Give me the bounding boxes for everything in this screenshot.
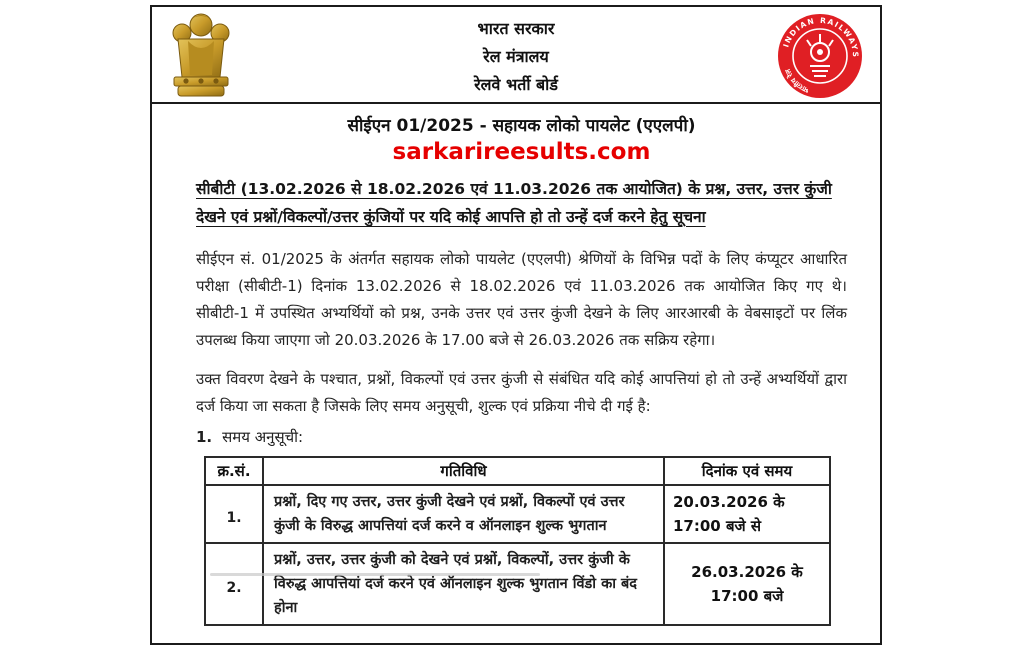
- government-header: [152, 7, 880, 104]
- schedule-table: [204, 456, 831, 626]
- notice-title: सीईएन 01/2025 - सहायक लोको पायलेट (एएलपी): [347, 116, 696, 136]
- column-header-activity: गतिविधि: [263, 457, 664, 485]
- datetime-cell: 26.03.2026 के 17:00 बजे: [664, 543, 830, 625]
- gov-line-bharat-sarkar: भारत सरकार: [477, 19, 555, 38]
- notice-body: [152, 104, 880, 626]
- document-page: [150, 5, 882, 645]
- table-header-row: [205, 457, 830, 485]
- ministry-titles: [152, 15, 880, 99]
- railways-logo-text-hi: भारतीय रेल: [783, 67, 811, 95]
- serial-cell: 1.: [205, 485, 263, 543]
- paragraph-2: उक्त विवरण देखने के पश्चात, प्रश्नों, विकल्पों एवं उत्तर कुंजी से संबंधित यदि कोई आपत्तियां हो तो उन्हें अभ्यर्थियों द्वारा दर्ज किया जा सकता है जिसके लिए समय अनुसूची, शुल्क एवं प्रक्रिया नीचे दी गई है:: [196, 370, 847, 415]
- activity-cell: प्रश्नों, उत्तर, उत्तर कुंजी को देखने एवं प्रश्नों, विकल्पों, उत्तर कुंजी के विरुद्ध आपत्तियां दर्ज करने एवं ऑनलाइन शुल्क भुगतान विंडो का बंद होना: [263, 543, 664, 625]
- schedule-list-number: 1.: [196, 428, 213, 446]
- subject-line-2: देखने एवं प्रश्नों/विकल्पों/उत्तर कुंजियों पर यदि कोई आपत्ति हो तो उन्हें दर्ज करने हेतु सूचना: [196, 208, 706, 226]
- table-row: [205, 485, 830, 543]
- watermark-site-text: sarkarireesults.com: [392, 139, 651, 165]
- datetime-cell: 20.03.2026 के 17:00 बजे से: [664, 485, 830, 543]
- column-header-serial: क्र.सं.: [205, 457, 263, 485]
- railways-logo-text-en: INDIAN RAILWAYS: [781, 15, 861, 59]
- schedule-list-item: [196, 427, 847, 447]
- gov-line-railway-board: रेलवे भर्ती बोर्ड: [474, 75, 558, 94]
- subject-heading: [196, 175, 847, 231]
- activity-cell: प्रश्नों, दिए गए उत्तर, उत्तर कुंजी देखने एवं प्रश्नों, विकल्पों एवं उत्तर कुंजी के विरुद्ध आपत्तियां दर्ज करने व ऑनलाइन शुल्क भुगतान: [263, 485, 664, 543]
- serial-cell: 2.: [205, 543, 263, 625]
- schedule-list-label: समय अनुसूची:: [222, 428, 304, 446]
- indian-railways-logo-icon: [774, 10, 866, 102]
- table-row: [205, 543, 830, 625]
- subject-line-1: सीबीटी (13.02.2026 से 18.02.2026 एवं 11.03.2026 तक आयोजित) के प्रश्न, उत्तर, उत्तर कुंजी: [196, 180, 832, 198]
- paragraph-1: सीईएन सं. 01/2025 के अंतर्गत सहायक लोको पायलेट (एएलपी) श्रेणियों के विभिन्न पदों के लिए कंप्यूटर आधारित परीक्षा (सीबीटी-1) दिनांक 13.02.2026 से 18.02.2026 एवं 11.03.2026 तक आयोजित किए गए थे। सीबीटी-1 में उपस्थित अभ्यर्थियों को प्रश्न, उनके उत्तर एवं उत्तर कुंजी देखने के लिए आरआरबी के वेबसाइटों पर लिंक उपलब्ध किया जाएगा जो 20.03.2026 के 17.00 बजे से 26.03.2026 तक सक्रिय रहेगा।: [196, 250, 847, 349]
- gov-line-rail-mantralaya: रेल मंत्रालय: [483, 47, 549, 66]
- column-header-datetime: दिनांक एवं समय: [664, 457, 830, 485]
